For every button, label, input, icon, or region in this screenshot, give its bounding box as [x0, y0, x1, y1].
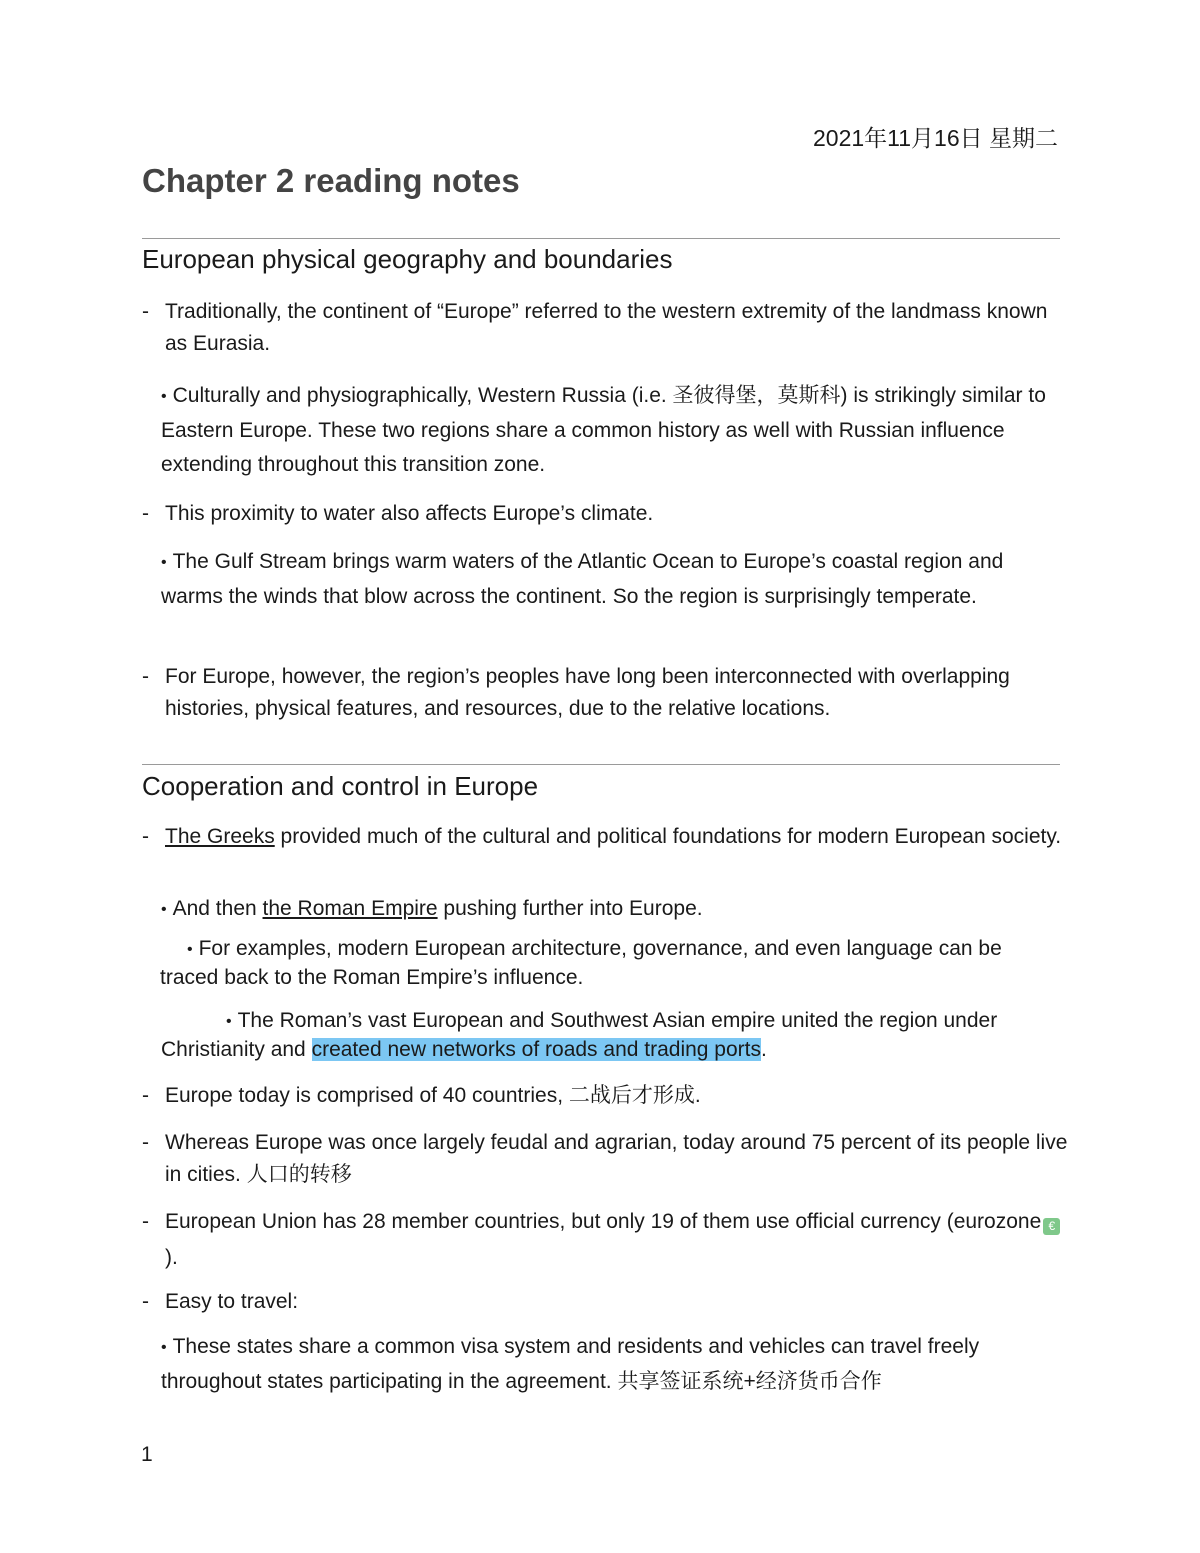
list-item [142, 661, 1072, 725]
sub-list-item [160, 935, 1065, 992]
bullet-icon: • [161, 388, 167, 405]
sub-text-post: . [761, 1038, 767, 1061]
sub-text-pre: And then [172, 897, 263, 920]
sub-text-rest: pushing further into Europe. [437, 897, 703, 920]
list-item [142, 1080, 1072, 1112]
list-item-text [142, 1204, 1072, 1276]
sub-text-pre: The Roman’s vast European and Southwest Asian empire united the region under Christianity and [161, 1009, 998, 1061]
section-divider [142, 764, 1060, 765]
bullet-icon: • [226, 1013, 232, 1030]
sub-list-item-text: Culturally and physiographically, Western Russia (i.e. 圣彼得堡，莫斯科) is strikingly similar to Eastern Europe. These two regions share a common history as well with Russian influence extending throughout this transition zone. [161, 384, 1046, 476]
section-heading-geography: European physical geography and boundaries [142, 244, 673, 274]
sub-list-item-text [161, 1009, 997, 1061]
dash-bullet: - [142, 1210, 149, 1233]
page-title: Chapter 2 reading notes [142, 162, 520, 199]
list-item [142, 1204, 1072, 1276]
list-item [142, 296, 1072, 360]
sub-list-item [161, 545, 1061, 614]
section-divider [142, 238, 1060, 239]
list-item-text [142, 822, 1072, 851]
list-item-text: Traditionally, the continent of “Europe” referred to the western extremity of the landmass known as Eurasia. [165, 300, 1048, 355]
dash-bullet: - [142, 1290, 149, 1313]
dash-bullet: - [142, 665, 149, 688]
page-number: 1 [141, 1443, 153, 1466]
greeks-link[interactable]: The Greeks [165, 825, 275, 848]
sub-list-item-text: These states share a common visa system and residents and vehicles can travel freely throughout states participating in the agreement. 共享签证系统+经济货币合作 [161, 1335, 980, 1393]
date-label: 2021年11月16日 星期二 [812, 125, 1058, 151]
sub-list-item [161, 1007, 1066, 1064]
sub-list-item-text [173, 897, 703, 920]
list-item [142, 1127, 1072, 1191]
sub-list-item-text: For examples, modern European architecture, governance, and even language can be traced back to the Roman Empire’s influence. [160, 937, 1002, 989]
sub-list-item [161, 892, 1061, 927]
bullet-icon: • [161, 1339, 167, 1356]
euro-icon: € [1043, 1218, 1060, 1235]
list-item-text: Europe today is comprised of 40 countries, 二战后才形成. [165, 1084, 701, 1107]
list-item-text: For Europe, however, the region’s peoples have long been interconnected with overlapping histories, physical features, and resources, due to the relative locations. [165, 665, 1010, 720]
section-heading-cooperation: Cooperation and control in Europe [142, 771, 539, 801]
list-item [142, 498, 1072, 530]
sub-list-item [161, 379, 1061, 482]
list-item-text: This proximity to water also affects Europe’s climate. [165, 502, 654, 525]
list-item [142, 822, 1072, 851]
list-item-text-rest: provided much of the cultural and political foundations for modern European society. [274, 825, 1062, 848]
dash-bullet: - [142, 825, 149, 848]
list-item-text: Whereas Europe was once largely feudal and agrarian, today around 75 percent of its people live in cities. 人口的转移 [165, 1131, 1068, 1186]
bullet-icon: • [187, 941, 193, 958]
list-item [142, 1286, 1072, 1318]
dash-bullet: - [142, 502, 149, 525]
bullet-icon: • [161, 901, 167, 918]
list-item-text-post: ). [165, 1246, 178, 1269]
list-item-text: Easy to travel: [165, 1290, 299, 1313]
sub-list-item [161, 1330, 1061, 1399]
dash-bullet: - [142, 1084, 149, 1107]
list-item-text-pre: European Union has 28 member countries, but only 19 of them use official currency (eurozone [165, 1210, 1042, 1233]
sub-list-item-text: The Gulf Stream brings warm waters of the Atlantic Ocean to Europe’s coastal region and warms the winds that blow across the continent. So the region is surprisingly temperate. [161, 550, 1004, 608]
highlighted-text: created new networks of roads and trading ports [311, 1038, 761, 1061]
bullet-icon: • [161, 554, 167, 571]
dash-bullet: - [142, 1131, 149, 1154]
roman-empire-link[interactable]: the Roman Empire [262, 897, 438, 920]
dash-bullet: - [142, 300, 149, 323]
